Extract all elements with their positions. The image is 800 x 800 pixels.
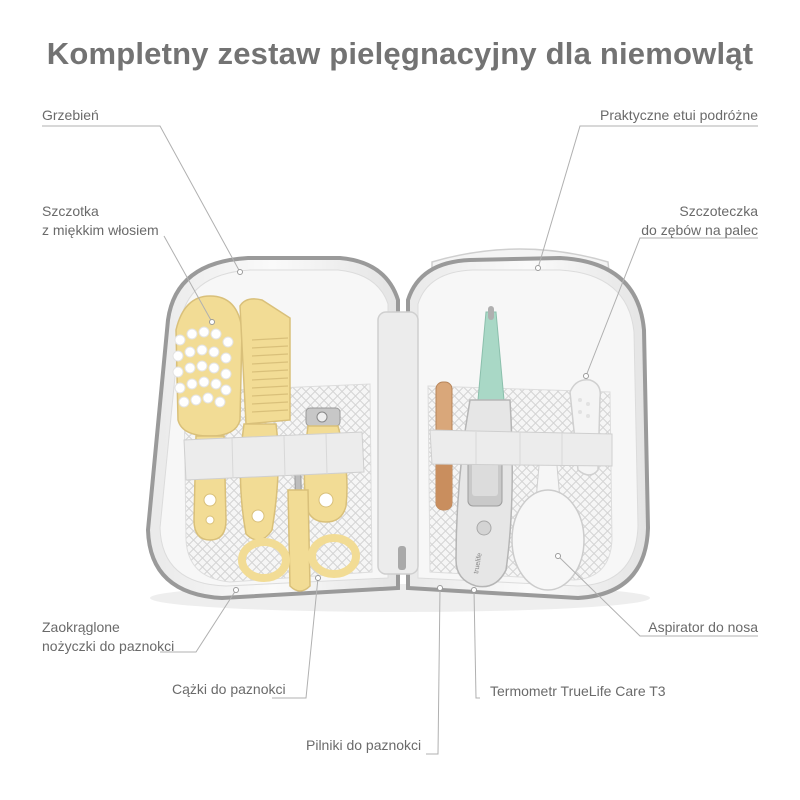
label-scissors: Zaokrąglone nożyczki do paznokci xyxy=(42,619,175,654)
label-finger-toothbrush: Szczoteczka do zębów na palec xyxy=(641,203,758,238)
left-elastic-band xyxy=(184,432,364,480)
label-travel-case: Praktyczne etui podróżne xyxy=(600,107,758,123)
case-spine xyxy=(378,312,418,574)
page-title: Kompletny zestaw pielęgnacyjny dla niemowląt xyxy=(46,36,754,71)
label-thermometer: Termometr TrueLife Care T3 xyxy=(490,683,666,699)
thermometer-brand: truelife xyxy=(473,552,484,575)
label-comb: Grzebień xyxy=(42,107,99,123)
label-nail-clipper: Cążki do paznokci xyxy=(172,681,286,697)
label-nasal-aspirator: Aspirator do nosa xyxy=(648,619,758,635)
label-brush: Szczotka z miękkim włosiem xyxy=(42,203,159,238)
right-elastic-band xyxy=(430,430,612,466)
label-nail-files: Pilniki do paznokci xyxy=(306,737,422,753)
